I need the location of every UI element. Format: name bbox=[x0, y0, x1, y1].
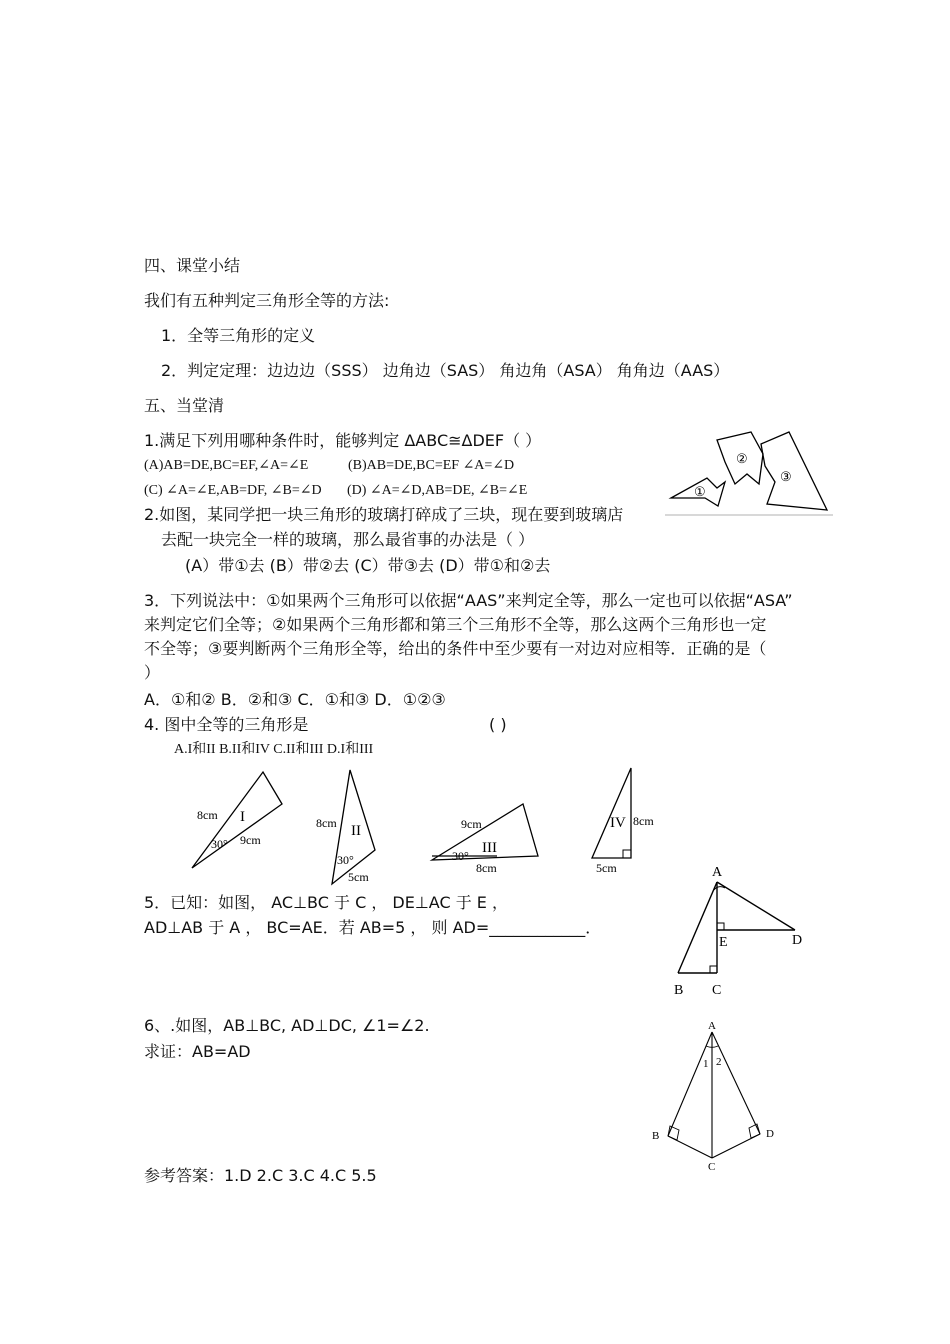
quiz-heading: 五、当堂清 bbox=[144, 396, 225, 415]
q6-label-c: C bbox=[708, 1161, 716, 1173]
q6-figure bbox=[648, 1018, 778, 1178]
shard-1-label: ① bbox=[694, 484, 706, 499]
triangle-3-angle: 30° bbox=[452, 849, 469, 863]
q6-angle-2: 2 bbox=[716, 1056, 722, 1068]
triangle-1-side-b: 9cm bbox=[240, 833, 261, 847]
q3-options: A．①和② B．②和③ C．①和③ D．①②③ bbox=[144, 690, 446, 709]
triangle-2-angle: 30° bbox=[337, 853, 354, 867]
triangle-4-name: IV bbox=[610, 815, 626, 831]
answer-key: 参考答案：1.D 2.C 3.C 4.C 5.5 bbox=[144, 1166, 377, 1185]
q1-option-c: (C) ∠A=∠E,AB=DF, ∠B=∠D bbox=[144, 483, 322, 498]
q3-line3: 不全等；③要判断两个三角形全等，给出的条件中至少要有一对边对应相等．正确的是（ bbox=[144, 639, 767, 658]
shard-3 bbox=[761, 432, 827, 510]
q5-label-c: C bbox=[712, 983, 722, 998]
triangle-3-side-b: 8cm bbox=[476, 861, 497, 875]
triangle-3-name: III bbox=[482, 840, 497, 856]
q6-label-d: D bbox=[766, 1128, 774, 1140]
q6-angle-1: 1 bbox=[703, 1058, 709, 1070]
q5-line1: 5．已知：如图， AC⊥BC 于 C ， DE⊥AC 于 E ， bbox=[144, 893, 508, 912]
q3-line1: 3．下列说法中：①如果两个三角形可以依据“AAS”来判定全等，那么一定也可以依据“ASA” bbox=[144, 591, 793, 610]
q3-line4: ） bbox=[144, 663, 161, 682]
q2-options: (A）带①去 (B）带②去 (C）带③去 (D）带①和②去 bbox=[185, 556, 551, 575]
shard-3-label: ③ bbox=[780, 469, 792, 484]
q6-line1: 6、.如图，AB⊥BC, AD⊥DC, ∠1=∠2. bbox=[144, 1016, 430, 1035]
q6-line2: 求证：AB=AD bbox=[144, 1042, 251, 1061]
summary-item-2: 2．判定定理：边边边（SSS） 边角边（SAS） 角边角（ASA） 角角边（AAS） bbox=[161, 361, 730, 380]
q4-options: A.I和II B.II和IV C.II和III D.I和III bbox=[174, 742, 374, 757]
q1-option-a: (A)AB=DE,BC=EF,∠A=∠E bbox=[144, 458, 309, 473]
q6-label-b: B bbox=[652, 1130, 660, 1142]
shard-2-label: ② bbox=[736, 451, 748, 466]
glass-shards-figure bbox=[665, 426, 835, 518]
triangle-4-side-a: 8cm bbox=[633, 814, 654, 828]
triangle-2-name: II bbox=[351, 823, 361, 839]
q5-label-a: A bbox=[712, 865, 723, 880]
triangles-figure bbox=[185, 764, 665, 890]
triangle-1-side-a: 8cm bbox=[197, 808, 218, 822]
triangle-1-angle: 30° bbox=[211, 837, 228, 851]
triangle-4-side-b: 5cm bbox=[596, 861, 617, 875]
q4-stem: 4. 图中全等的三角形是 bbox=[144, 715, 309, 734]
triangle-2-side-a: 8cm bbox=[316, 816, 337, 830]
summary-item-1: 1．全等三角形的定义 bbox=[161, 326, 316, 345]
triangle-1-name: I bbox=[240, 809, 245, 825]
q4-answer-paren: ( ) bbox=[489, 715, 507, 734]
q1-option-d: (D) ∠A=∠D,AB=DE, ∠B=∠E bbox=[347, 483, 528, 498]
triangle-3-side-a: 9cm bbox=[461, 817, 482, 831]
q2-stem-line2: 去配一块完全一样的玻璃，那么最省事的办法是（ ） bbox=[161, 530, 535, 549]
triangle-2-side-b: 5cm bbox=[348, 870, 369, 884]
summary-heading: 四、课堂小结 bbox=[144, 256, 241, 275]
q5-label-b: B bbox=[674, 983, 684, 998]
q5-label-e: E bbox=[719, 935, 728, 950]
q1-option-b: (B)AB=DE,BC=EF ∠A=∠D bbox=[348, 458, 515, 473]
triangle-4 bbox=[592, 768, 631, 858]
q1-stem: 1.满足下列用哪种条件时，能够判定 ΔABC≅ΔDEF（ ） bbox=[144, 431, 542, 450]
q3-line2: 来判定它们全等；②如果两个三角形都和第三个三角形不全等，那么这两个三角形也一定 bbox=[144, 615, 767, 634]
q5-figure bbox=[670, 860, 815, 1002]
q6-label-a: A bbox=[708, 1020, 716, 1032]
q5-label-d: D bbox=[792, 933, 803, 948]
summary-intro: 我们有五种判定三角形全等的方法: bbox=[144, 291, 390, 310]
q5-line2: AD⊥AB 于 A ， BC=AE．若 AB=5 ， 则 AD=____________． bbox=[144, 918, 602, 937]
q2-stem-line1: 2.如图，某同学把一块三角形的玻璃打碎成了三块，现在要到玻璃店 bbox=[144, 505, 624, 524]
